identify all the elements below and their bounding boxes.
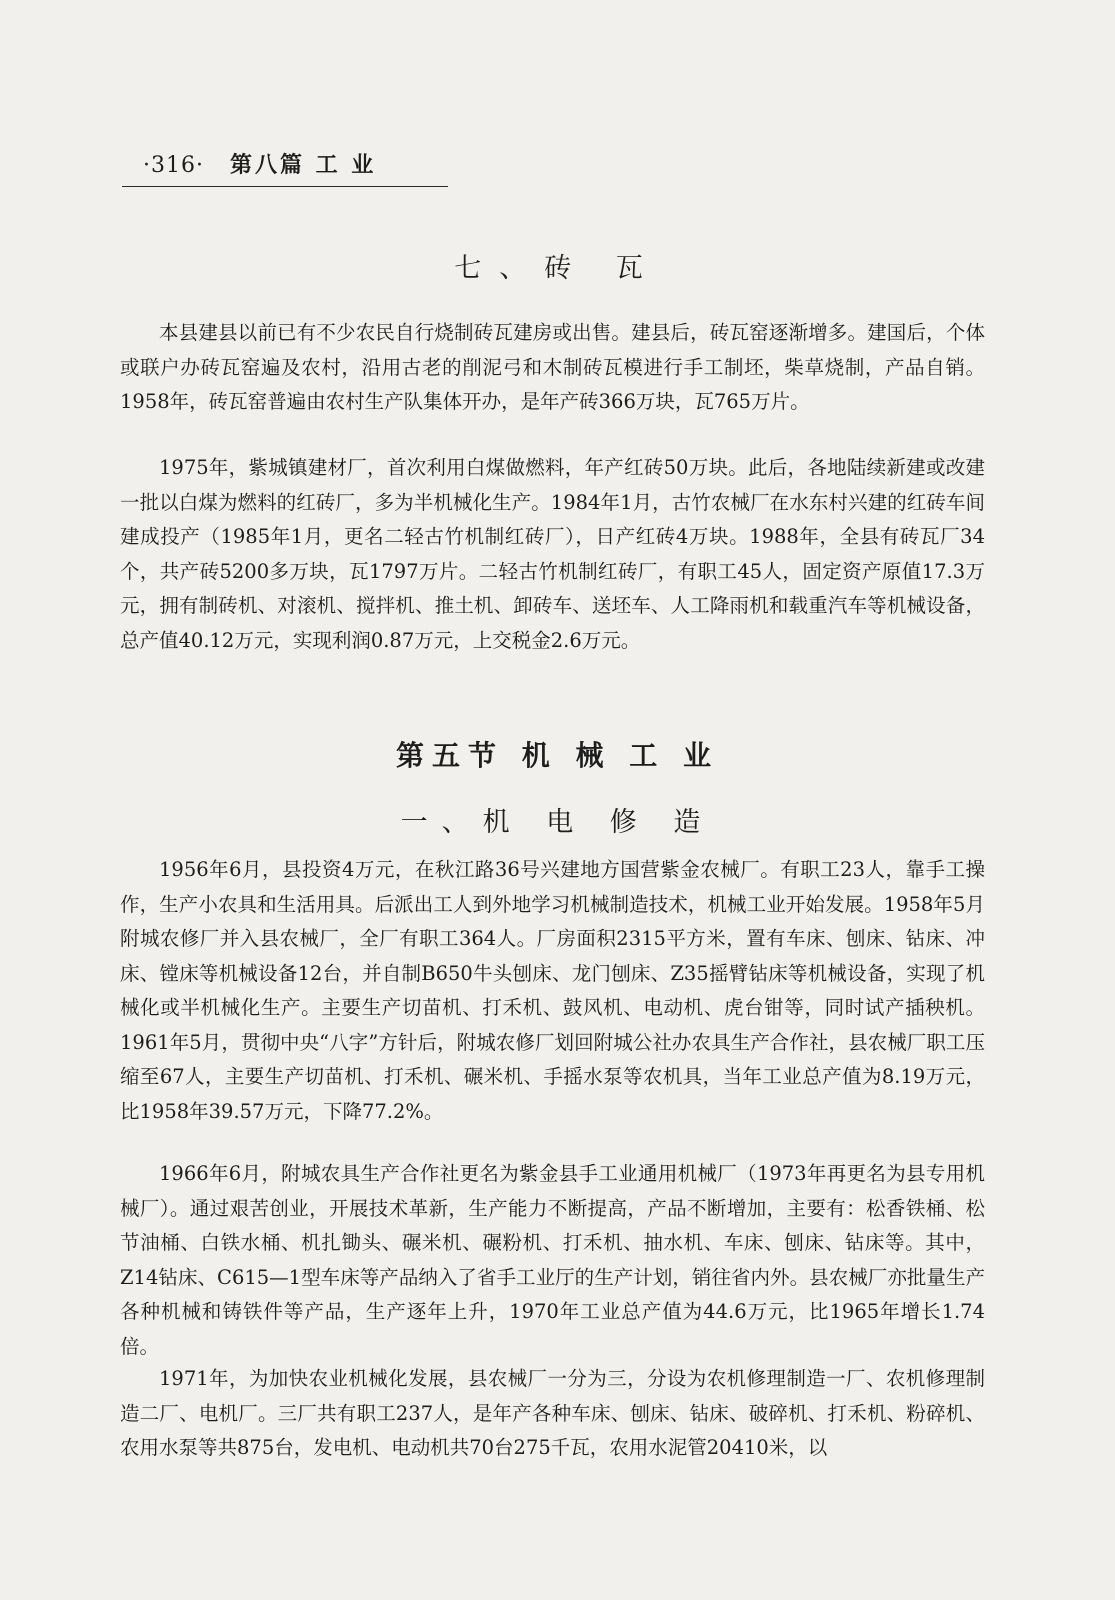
paragraph-brick-1: 本县建县以前已有不少农民自行烧制砖瓦建房或出售。建县后，砖瓦窑逐渐增多。建国后，个体或联户办砖瓦窑遍及农村，沿用古老的削泥弓和木制砖瓦模进行手工制坯，柴草烧制，产品自销。1958年，砖瓦窑普遍由农村生产队集体开办，是年产砖366万块，瓦765万片。 bbox=[120, 321, 985, 413]
paragraph-machinery-3: 1971年，为加快农业机械化发展，县农械厂一分为三，分设为农机修理制造一厂、农机修理制造二厂、电机厂。三厂共有职工237人，是年产各种车床、刨床、钻床、破碎机、打禾机、粉碎机、农用水泵等共875台，发电机、电动机共70台275千瓦，农用水泥管20410米，以 bbox=[120, 1367, 985, 1459]
section-heading-brick-tile: 七、砖 瓦 bbox=[454, 253, 661, 284]
header-rule bbox=[122, 186, 448, 187]
paragraph-brick-2: 1975年，紫城镇建材厂，首次利用白煤做燃料，年产红砖50万块。此后，各地陆续新建或改建一批以白煤为燃料的红砖厂，多为半机械化生产。1984年1月，古竹农械厂在水东村兴建的红砖车间建成投产（1985年1月，更名二轻古竹机制红砖厂），日产红砖4万块。1988年，全县有砖瓦厂34个，共产砖5200多万块，瓦1797万片。二轻古竹机制红砖厂，有职工45人，固定资产原值17.3万元，拥有制砖机、对滚机、搅拌机、推土机、卸砖车、送坯车、人工降雨机和载重汽车等机械设备，总产值40.12万元，实现利润0.87万元，上交税金2.6万元。 bbox=[120, 456, 985, 652]
paragraph-machinery-1: 1956年6月，县投资4万元，在秋江路36号兴建地方国营紫金农械厂。有职工23人，靠手工操作，生产小农具和生活用具。后派出工人到外地学习机械制造技术，机械工业开始发展。1958年5月附城农修厂并入县农械厂，全厂有职工364人。厂房面积2315平方米，置有车床、刨床、钻床、冲床、镗床等机械设备12台，并自制B650牛头刨床、龙门刨床、Z35摇臂钻床等机械设备，实现了机械化或半机械化生产。主要生产切苗机、打禾机、鼓风机、电动机、虎台钳等，同时试产插秧机。1961年5月，贯彻中央“八字”方针后，附城农修厂划回附城公社办农具生产合作社，县农械厂职工压缩至67人，主要生产切苗机、打禾机、碾米机、手摇水泵等农机具，当年工业总产值为8.19万元，比1958年39.57万元，下降77.2%。 bbox=[120, 858, 985, 1123]
chapter-section-heading: 第五节 机 械 工 业 bbox=[396, 739, 719, 772]
page-number: ·316· bbox=[143, 153, 204, 178]
paragraph-machinery-2: 1966年6月，附城农具生产合作社更名为紫金县手工业通用机械厂（1973年再更名为县专用机械厂）。通过艰苦创业，开展技术革新，生产能力不断提高，产品不断增加，主要有：松香铁桶、松节油桶、白铁水桶、机扎锄头、碾米机、碾粉机、打禾机、抽水机、车床、刨床、钻床等。其中，Z14钻床、C615—1型车床等产品纳入了省手工业厅的生产计划，销往省内外。县农械厂亦批量生产各种机械和铸铁件等产品，生产逐年上升，1970年工业总产值为44.6万元，比1965年增长1.74倍。 bbox=[120, 1162, 985, 1358]
part-title: 第八篇 工 业 bbox=[229, 153, 377, 178]
running-header bbox=[143, 148, 376, 179]
subsection-heading: 一、机 电 修 造 bbox=[400, 807, 715, 838]
